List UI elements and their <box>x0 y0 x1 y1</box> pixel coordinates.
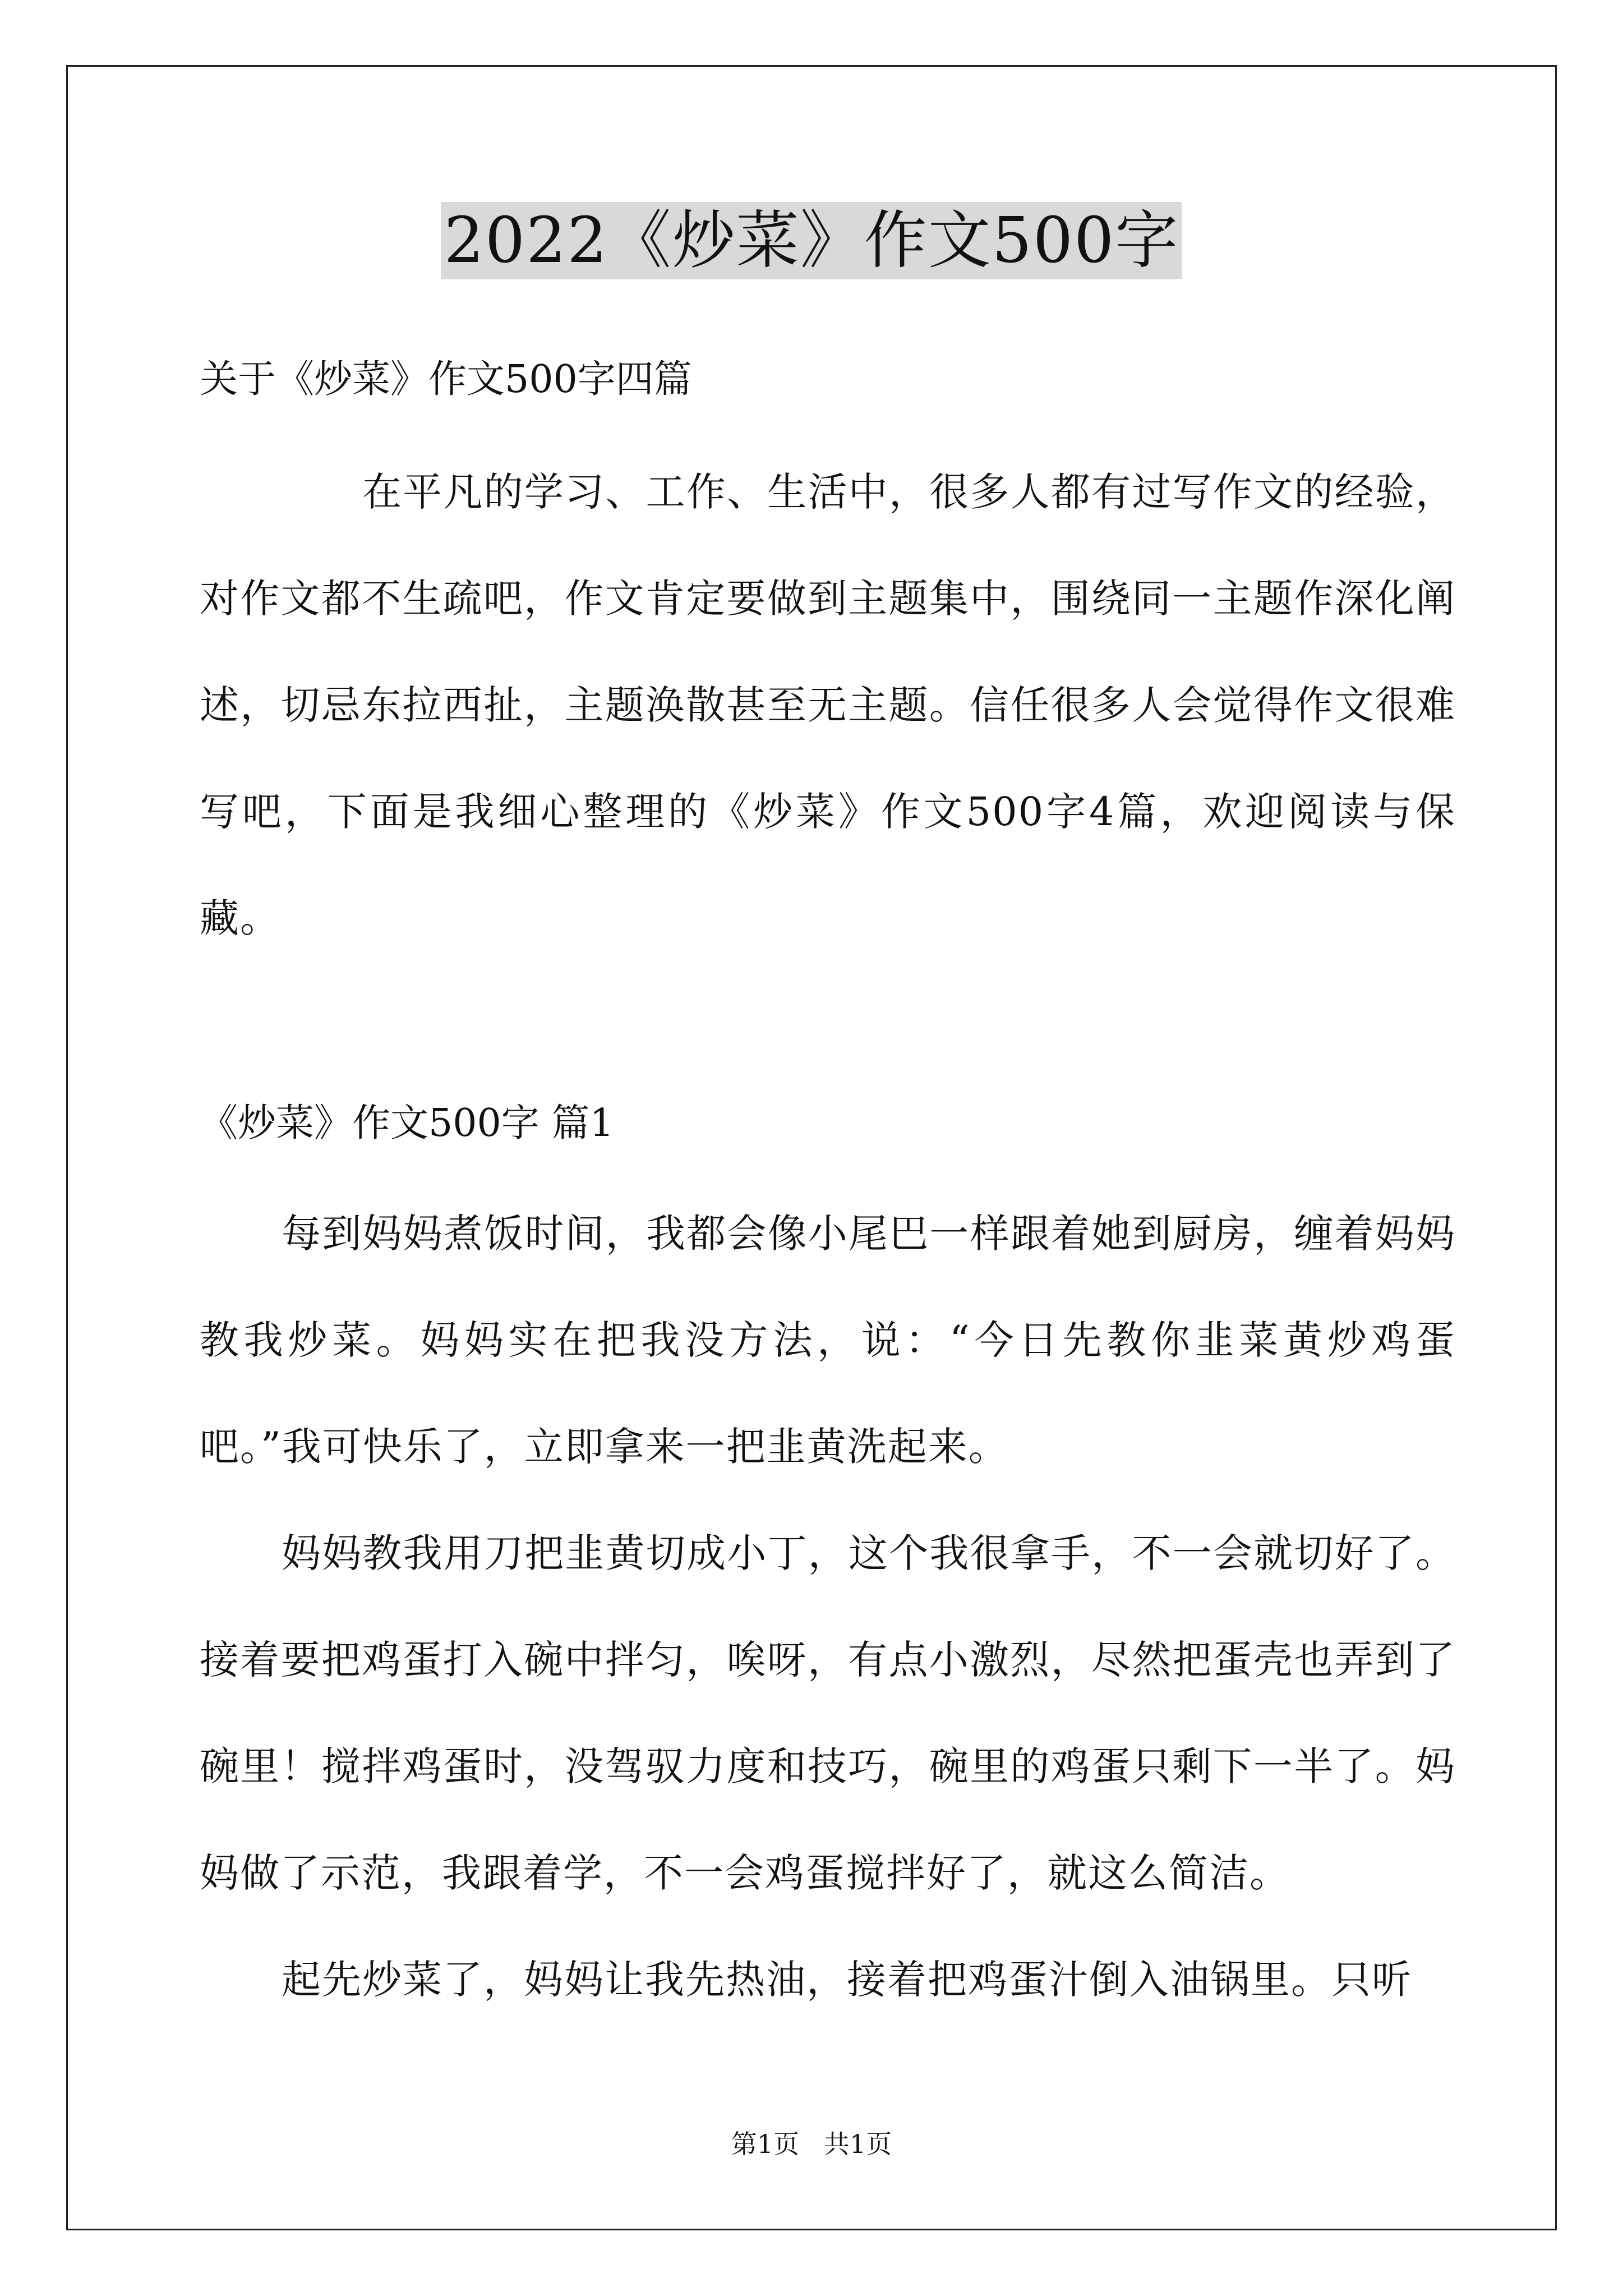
page-footer: 第1页 共1页 <box>731 2129 892 2159</box>
body-paragraph-1: 每到妈妈煮饭时间，我都会像小尾巴一样跟着她到厨房，缠着妈妈教我炒菜。妈妈实在把我没方法，说：“今日先教你韭菜黄炒鸡蛋吧。”我可快乐了，立即拿来一把韭黄洗起来。 <box>200 1211 1456 1470</box>
document-title: 2022《炒菜》作文500字 <box>441 202 1183 279</box>
section-heading: 《炒菜》作文500字 篇1 <box>200 1101 614 1145</box>
body-paragraph-2: 妈妈教我用刀把韭黄切成小丁，这个我很拿手，不一会就切好了。接着要把鸡蛋打入碗中拌匀，唉呀，有点小激烈，尽然把蛋壳也弄到了碗里！搅拌鸡蛋时，没驾驭力度和技巧，碗里的鸡蛋只剩下一半了。妈妈做了示范，我跟着学，不一会鸡蛋搅拌好了，就这么简洁。 <box>200 1530 1456 1896</box>
intro-paragraph: 在平凡的学习、工作、生活中，很多人都有过写作文的经验，对作文都不生疏吧，作文肯定要做到主题集中，围绕同一主题作深化阐述，切忌东拉西扯，主题涣散甚至无主题。信任很多人会觉得作文很难写吧，下面是我细心整理的《炒菜》作文500字4篇，欢迎阅读与保藏。 <box>200 469 1456 941</box>
body-paragraph-3: 起先炒菜了，妈妈让我先热油，接着把鸡蛋汁倒入油锅里。只听 <box>282 1957 1412 2003</box>
document-subtitle: 关于《炒菜》作文500字四篇 <box>200 357 692 402</box>
title-container <box>0 202 1623 279</box>
